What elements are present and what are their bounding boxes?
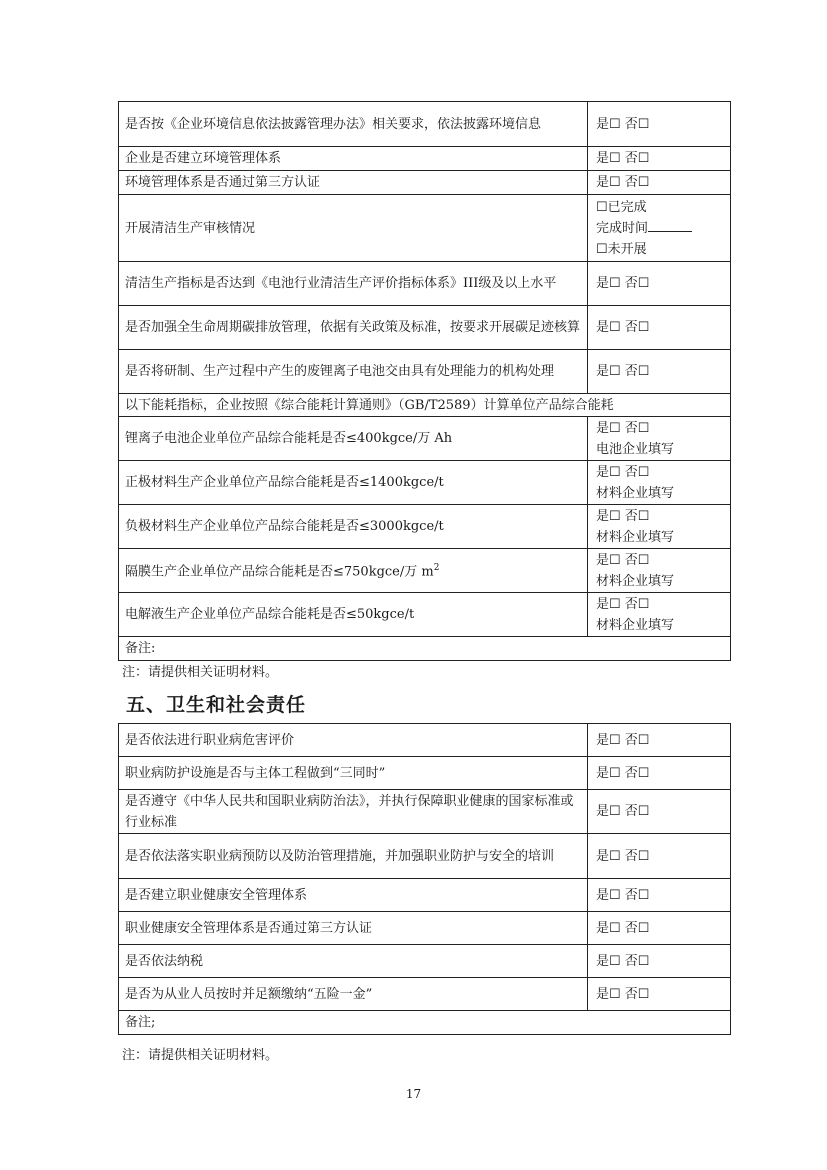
yes-no-checkbox[interactable]: 是☐ 否☐ xyxy=(588,306,731,350)
option-completed[interactable]: ☐已完成 xyxy=(596,199,647,215)
yes-no-checkbox[interactable]: 是☐ 否☐ xyxy=(588,171,731,195)
question-cell: 是否依法落实职业病预防以及防治管理措施，并加强职业防护与安全的培训 xyxy=(119,834,588,879)
question-cell: 负极材料生产企业单位产品综合能耗是否≤3000kgce/t xyxy=(119,505,588,549)
question-cell: 是否依法进行职业病危害评价 xyxy=(119,724,588,757)
yes-no-checkbox[interactable]: 是☐ 否☐ xyxy=(588,912,731,945)
yes-no-checkbox[interactable]: 是☐ 否☐ xyxy=(588,978,731,1011)
fill-note: 材料企业填写 xyxy=(596,485,675,501)
yes-no-checkbox[interactable]: 是☐ 否☐ xyxy=(588,834,731,879)
question-cell: 企业是否建立环境管理体系 xyxy=(119,147,588,171)
yes-no-checkbox[interactable]: 是☐ 否☐ xyxy=(596,464,650,480)
question-cell: 环境管理体系是否通过第三方认证 xyxy=(119,171,588,195)
answer-cell xyxy=(588,505,731,549)
yes-no-checkbox[interactable]: 是☐ 否☐ xyxy=(588,724,731,757)
fill-note: 电池企业填写 xyxy=(596,441,675,457)
question-cell: 锂离子电池企业单位产品综合能耗是否≤400kgce/万 Ah xyxy=(119,417,588,461)
energy-header: 以下能耗指标，企业按照《综合能耗计算通则》（GB/T2589）计算单位产品综合能耗 xyxy=(119,394,731,417)
question-cell: 清洁生产指标是否达到《电池行业清洁生产评价指标体系》III级及以上水平 xyxy=(119,262,588,306)
yes-no-checkbox[interactable]: 是☐ 否☐ xyxy=(588,262,731,306)
question-cell xyxy=(119,549,588,593)
question-cell: 是否为从业人员按时并足额缴纳“五险一金” xyxy=(119,978,588,1011)
question-cell: 是否将研制、生产过程中产生的废锂离子电池交由具有处理能力的机构处理 xyxy=(119,350,588,394)
question-cell: 是否依法纳税 xyxy=(119,945,588,978)
yes-no-checkbox[interactable]: 是☐ 否☐ xyxy=(596,552,650,568)
environment-table xyxy=(118,101,731,661)
superscript: 2 xyxy=(433,563,440,574)
yes-no-checkbox[interactable]: 是☐ 否☐ xyxy=(588,147,731,171)
question-cell: 是否按《企业环境信息依法披露管理办法》相关要求，依法披露环境信息 xyxy=(119,102,588,147)
question-cell: 正极材料生产企业单位产品综合能耗是否≤1400kgce/t xyxy=(119,461,588,505)
yes-no-checkbox[interactable]: 是☐ 否☐ xyxy=(588,790,731,834)
footnote: 注：请提供相关证明材料。 xyxy=(122,665,279,680)
fill-note: 材料企业填写 xyxy=(596,529,675,545)
yes-no-checkbox[interactable]: 是☐ 否☐ xyxy=(588,102,731,147)
fill-note: 材料企业填写 xyxy=(596,573,675,589)
fill-note: 材料企业填写 xyxy=(596,617,675,633)
page-number: 17 xyxy=(405,1087,422,1101)
yes-no-checkbox[interactable]: 是☐ 否☐ xyxy=(588,757,731,790)
question-cell: 开展清洁生产审核情况 xyxy=(119,195,588,262)
question-text: 隔膜生产企业单位产品综合能耗是否≤750kgce/万 m xyxy=(125,564,434,580)
answer-cell xyxy=(588,593,731,637)
audit-options xyxy=(588,195,731,262)
question-cell: 职业健康安全管理体系是否通过第三方认证 xyxy=(119,912,588,945)
answer-cell xyxy=(588,461,731,505)
section-title: 五、卫生和社会责任 xyxy=(126,694,307,716)
question-cell: 是否加强全生命周期碳排放管理，依据有关政策及标准，按要求开展碳足迹核算 xyxy=(119,306,588,350)
question-cell: 是否建立职业健康安全管理体系 xyxy=(119,879,588,912)
remarks-field[interactable]: 备注: xyxy=(119,637,731,661)
remarks-field[interactable]: 备注; xyxy=(119,1011,731,1035)
yes-no-checkbox[interactable]: 是☐ 否☐ xyxy=(596,420,650,436)
footnote: 注：请提供相关证明材料。 xyxy=(122,1048,279,1063)
yes-no-checkbox[interactable]: 是☐ 否☐ xyxy=(596,508,650,524)
option-not-started[interactable]: ☐未开展 xyxy=(596,241,647,257)
question-cell: 职业病防护设施是否与主体工程做到“三同时” xyxy=(119,757,588,790)
health-social-table xyxy=(118,723,731,1035)
question-cell: 是否遵守《中华人民共和国职业病防治法》，并执行保障职业健康的国家标准或行业标准 xyxy=(119,790,588,834)
option-completion-time[interactable]: 完成时间 xyxy=(596,218,724,239)
question-cell: 电解液生产企业单位产品综合能耗是否≤50kgce/t xyxy=(119,593,588,637)
yes-no-checkbox[interactable]: 是☐ 否☐ xyxy=(588,945,731,978)
answer-cell xyxy=(588,417,731,461)
yes-no-checkbox[interactable]: 是☐ 否☐ xyxy=(588,350,731,394)
answer-cell xyxy=(588,549,731,593)
yes-no-checkbox[interactable]: 是☐ 否☐ xyxy=(596,596,650,612)
completion-time-blank[interactable] xyxy=(648,218,692,232)
yes-no-checkbox[interactable]: 是☐ 否☐ xyxy=(588,879,731,912)
